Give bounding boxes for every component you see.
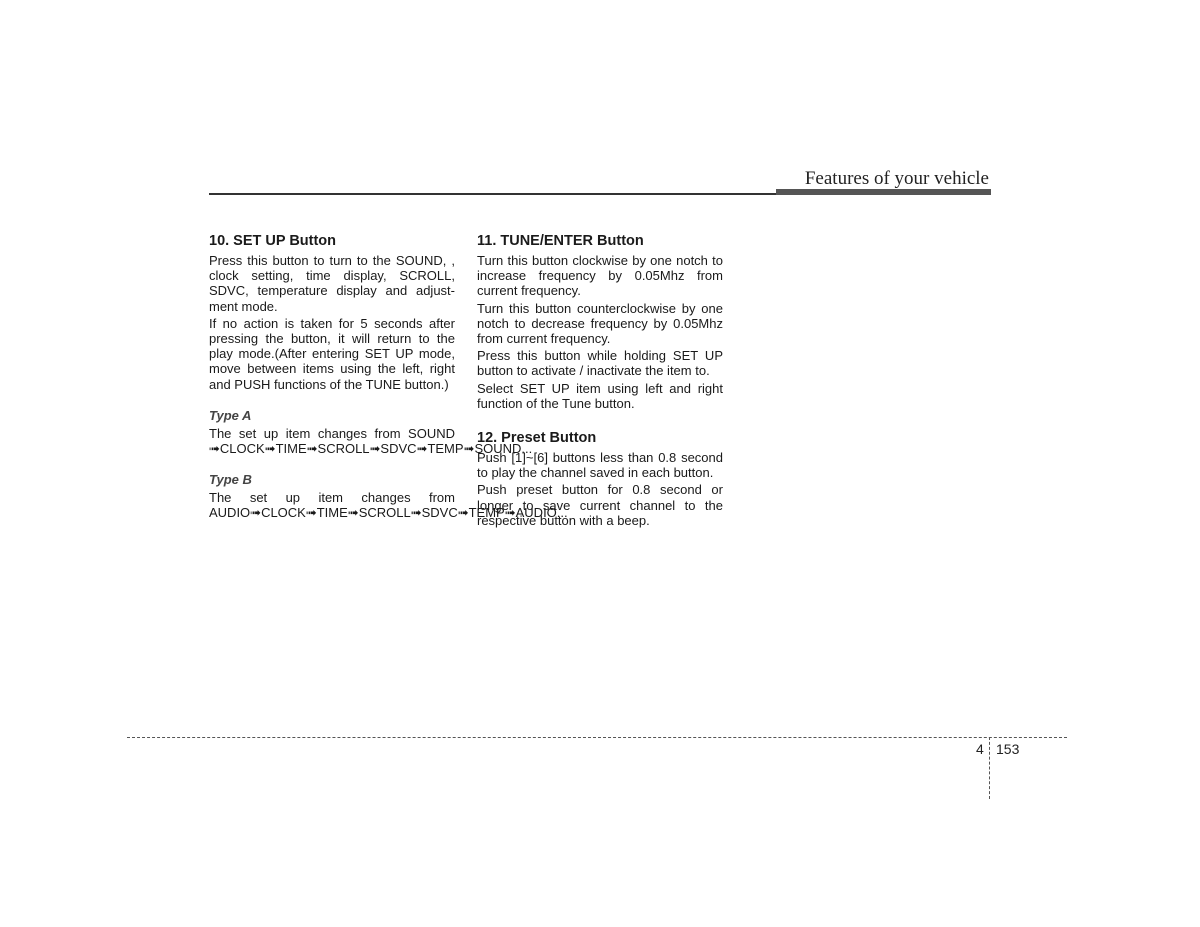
type-b-heading: Type B (209, 472, 252, 488)
preset-paragraph-1: Push [1]~[6] buttons less than 0.8 second to play the channel saved in each button. (477, 450, 723, 481)
tune-paragraph-2: Turn this button counterclockwise by one notch to decrease frequency by 0.05Mhz from current frequency. (477, 300, 723, 347)
type-b-text: The set up item changes from AUDIO➟CLOCK➟TIME➟SCROLL➟SDVC➟TEMP➟AUDIO... (209, 490, 568, 521)
type-a-heading: Type A (209, 407, 252, 423)
tune-paragraph-4: Select SET UP item using left and right function of the Tune button. (477, 380, 723, 411)
type-a-text: The set up item changes from SOUND ➟CLOCK➟TIME➟SCROLL➟SDVC➟TEMP➟SOUND... (209, 425, 533, 457)
header-accent-bar (776, 189, 991, 195)
preset-button-heading: 12. Preset Button (477, 430, 597, 447)
footer-vertical-divider (989, 737, 990, 799)
chapter-number: 4 (976, 741, 984, 757)
setup-paragraph-1: Press this button to turn to the SOUND, , clock setting, time display, SCROLL, SDVC, temperature display and adjust-ment mode. (209, 253, 455, 314)
tune-enter-button-heading: 11. TUNE/ENTER Button (477, 233, 644, 249)
tune-paragraph-1: Turn this button clockwise by one notch to increase frequency by 0.05Mhz from current frequency. (477, 253, 723, 299)
preset-paragraph-2: Push preset button for 0.8 second or longer to save current channel to the respective button with a beep. (477, 482, 723, 528)
setup-button-heading: 10. SET UP Button (209, 233, 337, 249)
footer-dashed-rule (127, 737, 1067, 738)
tune-paragraph-3: Press this button while holding SET UP button to activate / inactivate the item to. (477, 348, 723, 379)
setup-paragraph-2: If no action is taken for 5 seconds after pressing the button, it will return to the play mode.(After entering SET UP mode, move between items using the left, right and PUSH functions of the TUNE button.) (209, 315, 455, 392)
page-number: 153 (996, 741, 1020, 757)
right-column (477, 233, 723, 530)
header-rule (209, 193, 776, 195)
page-header-title: Features of your vehicle (804, 168, 989, 189)
